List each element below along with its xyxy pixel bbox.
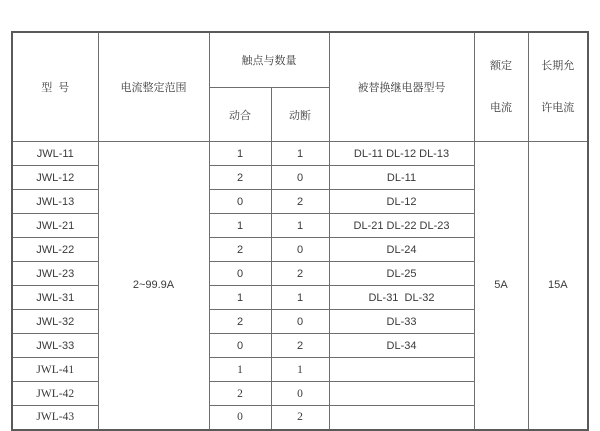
header-rated-current-line1: 额定 [490,60,512,72]
replaced-model-cell: DL-11 [329,166,474,190]
nc-count-cell: 2 [271,262,329,286]
replaced-model-cell: DL-33 [329,310,474,334]
no-count-cell: 2 [209,382,271,406]
no-count-cell: 1 [209,286,271,310]
longterm-current-merged-cell: 15A [528,142,588,430]
header-longterm-current [528,32,588,142]
replaced-model-cell: DL-12 [329,190,474,214]
header-longterm-current-line2: 许电流 [541,102,575,114]
replaced-model-cell: DL-21 DL-22 DL-23 [329,214,474,238]
replaced-model-cell: DL-34 [329,334,474,358]
model-cell: JWL-12 [12,166,98,190]
header-replaced-model: 被替换继电器型号 [329,32,474,142]
no-count-cell: 0 [209,262,271,286]
model-cell: JWL-22 [12,238,98,262]
header-rated-current [474,32,528,142]
replaced-model-cell [329,382,474,406]
model-cell: JWL-21 [12,214,98,238]
no-count-cell: 0 [209,190,271,214]
header-model: 型 号 [12,32,98,142]
current-range-merged-cell: 2~99.9A [98,142,209,430]
header-normally-closed: 动断 [271,88,329,142]
no-count-cell: 2 [209,238,271,262]
replaced-model-cell: DL-24 [329,238,474,262]
model-cell: JWL-32 [12,310,98,334]
nc-count-cell: 0 [271,382,329,406]
no-count-cell: 1 [209,142,271,166]
model-cell: JWL-23 [12,262,98,286]
no-count-cell: 0 [209,334,271,358]
no-count-cell: 2 [209,166,271,190]
nc-count-cell: 2 [271,406,329,430]
replaced-model-cell: DL-25 [329,262,474,286]
header-normally-open: 动合 [209,88,271,142]
model-cell: JWL-42 [12,382,98,406]
header-current-range: 电流整定范围 [98,32,209,142]
model-cell: JWL-33 [12,334,98,358]
model-cell: JWL-43 [12,406,98,430]
model-cell: JWL-31 [12,286,98,310]
replaced-model-cell: DL-11 DL-12 DL-13 [329,142,474,166]
no-count-cell: 1 [209,358,271,382]
nc-count-cell: 2 [271,334,329,358]
nc-count-cell: 0 [271,166,329,190]
no-count-cell: 1 [209,214,271,238]
model-cell: JWL-11 [12,142,98,166]
relay-spec-table [11,31,589,431]
header-contacts-group: 触点与数量 [209,32,329,88]
nc-count-cell: 1 [271,286,329,310]
table-row [12,142,588,166]
nc-count-cell: 1 [271,142,329,166]
model-cell: JWL-13 [12,190,98,214]
nc-count-cell: 1 [271,214,329,238]
replaced-model-cell [329,358,474,382]
nc-count-cell: 1 [271,358,329,382]
header-row-1 [12,32,588,88]
nc-count-cell: 0 [271,238,329,262]
nc-count-cell: 2 [271,190,329,214]
model-cell: JWL-41 [12,358,98,382]
rated-current-merged-cell: 5A [474,142,528,430]
no-count-cell: 0 [209,406,271,430]
header-longterm-current-line1: 长期允 [541,60,575,72]
no-count-cell: 2 [209,310,271,334]
header-rated-current-line2: 电流 [490,102,512,114]
replaced-model-cell: DL-31 DL-32 [329,286,474,310]
nc-count-cell: 0 [271,310,329,334]
replaced-model-cell [329,406,474,430]
